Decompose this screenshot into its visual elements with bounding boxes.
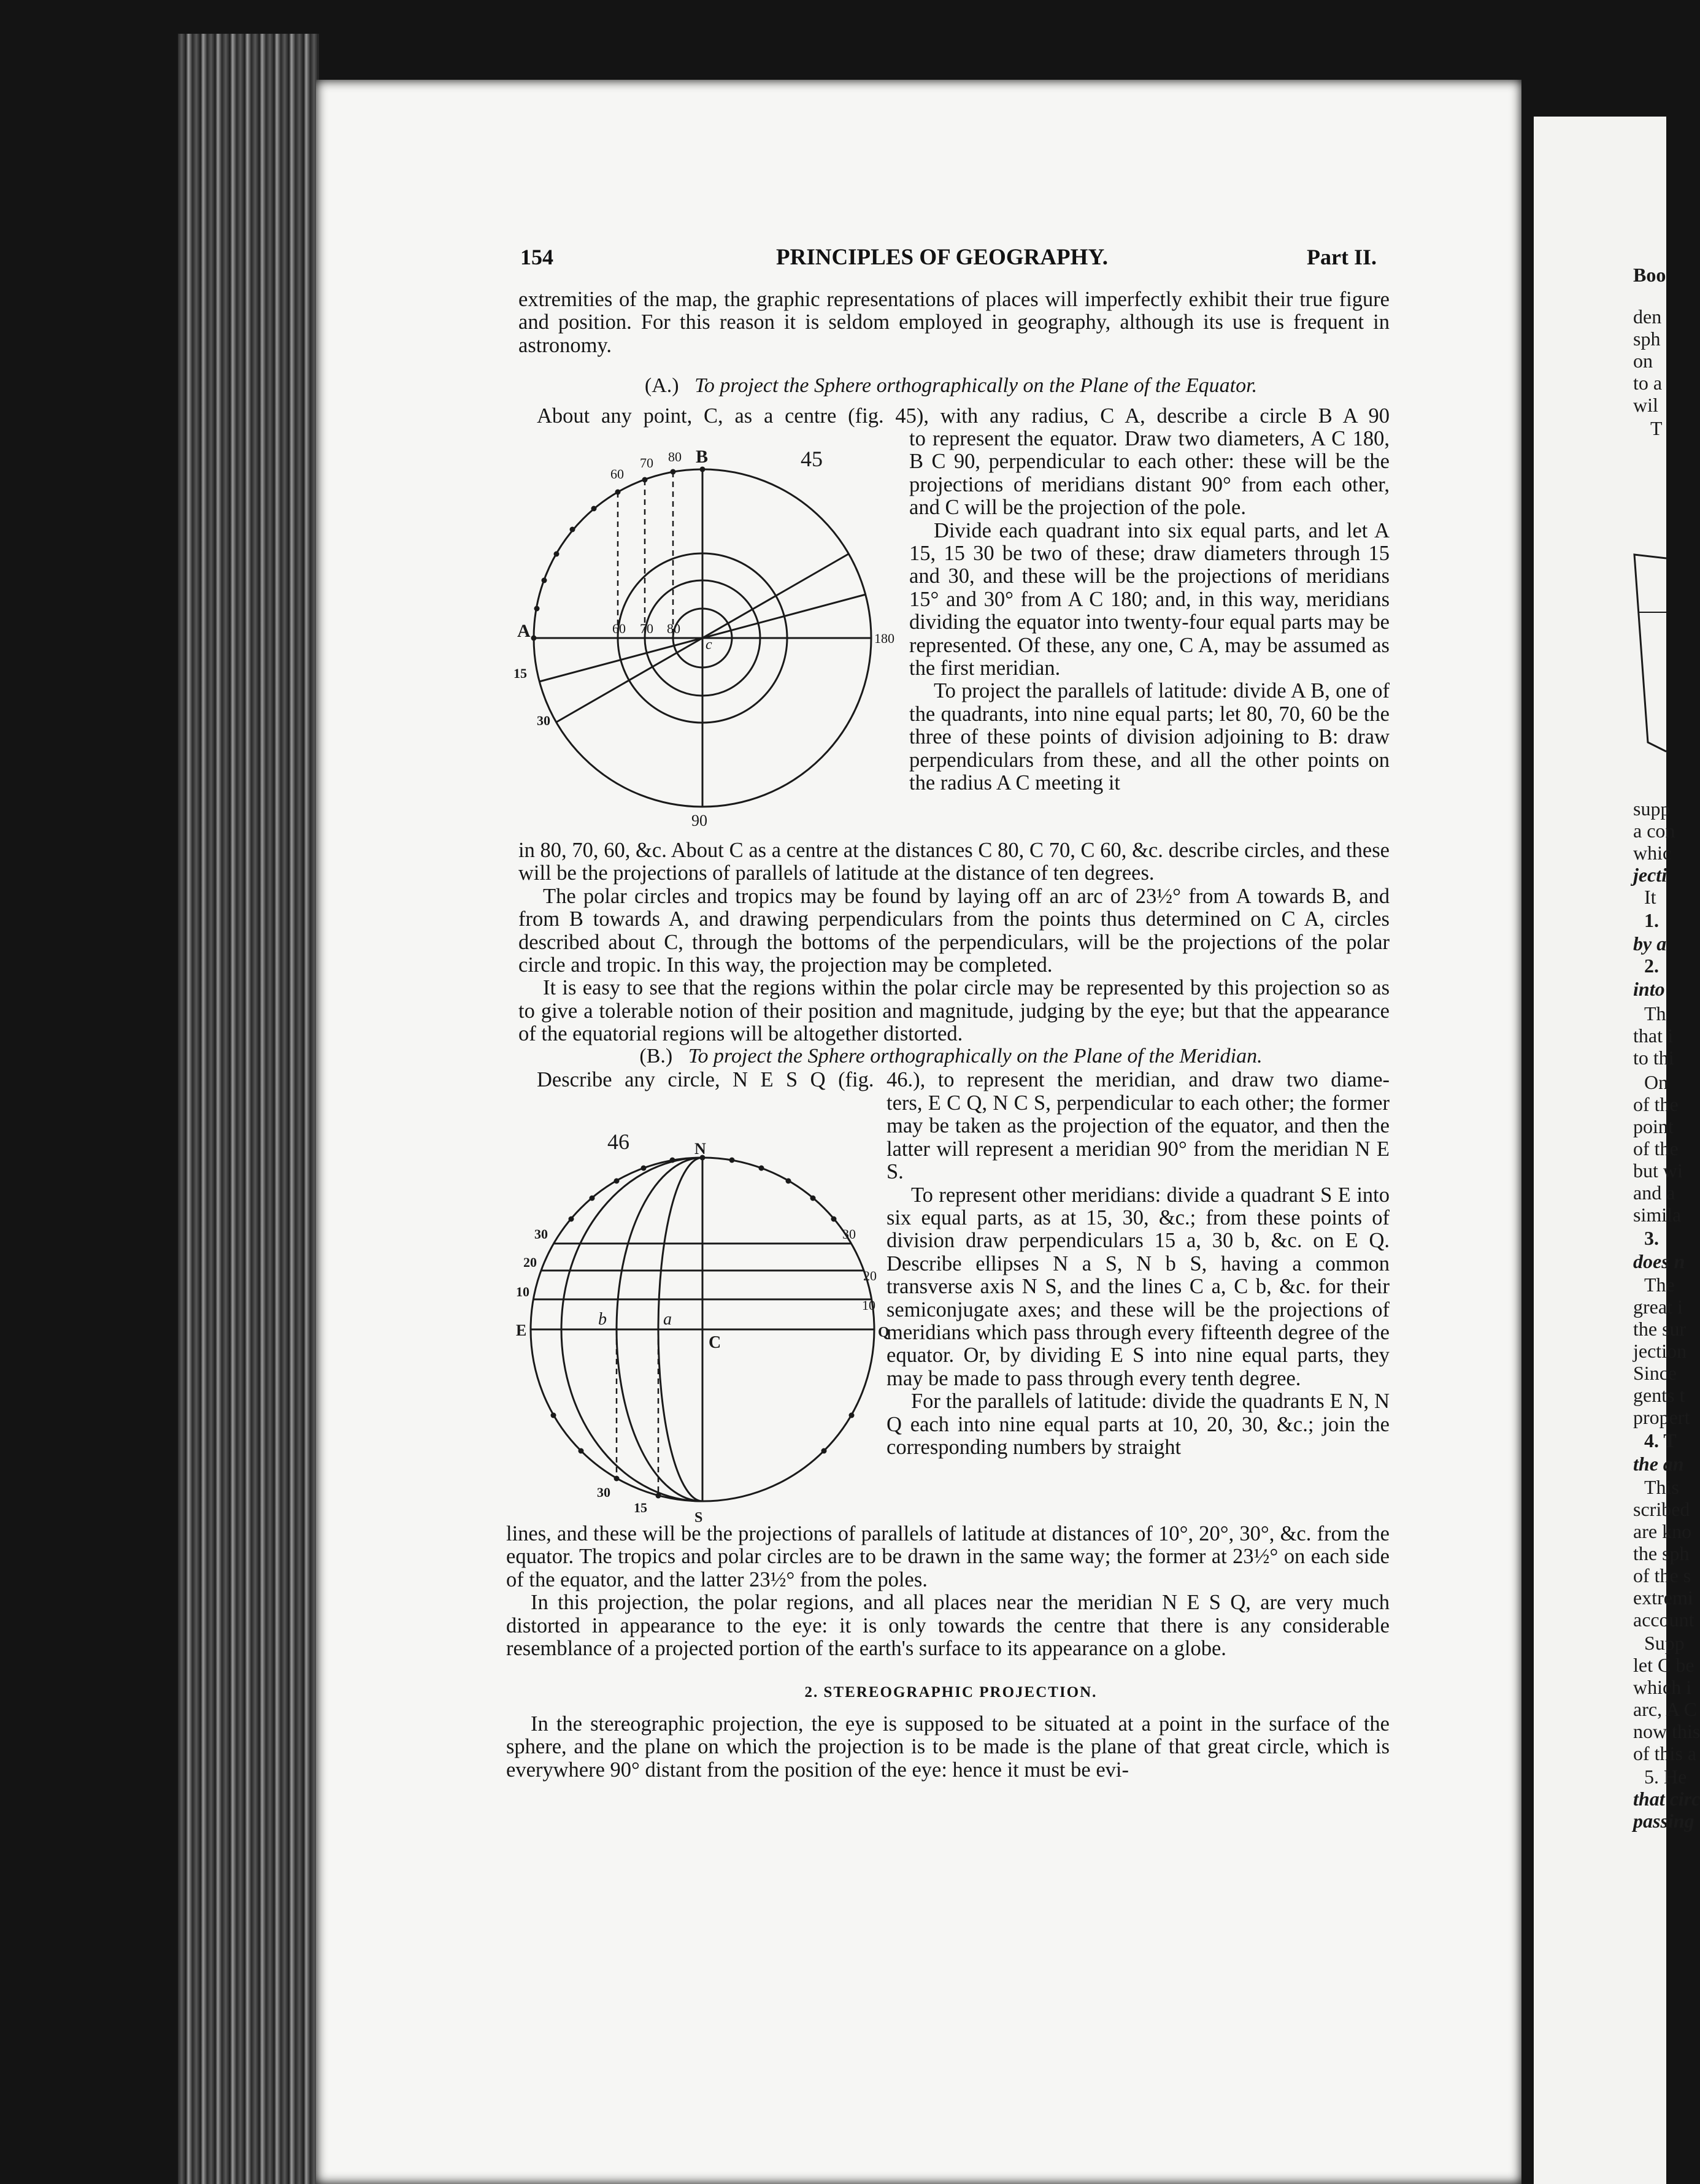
- facing-line: by a: [1633, 932, 1667, 955]
- facing-page-figure-fragment: [1633, 540, 1666, 779]
- fig45-label-90: 90: [691, 812, 707, 829]
- facing-line: Boo: [1633, 264, 1666, 286]
- facing-line: account: [1633, 1609, 1694, 1631]
- facing-line: are kno: [1633, 1520, 1692, 1542]
- intro-block: [518, 288, 1390, 357]
- facing-line: into: [1633, 978, 1665, 1000]
- facing-line: which i: [1633, 1676, 1692, 1698]
- section-a-full-text: [518, 839, 1390, 1046]
- facing-line: On: [1644, 1071, 1669, 1093]
- facing-line: but wi: [1633, 1159, 1683, 1182]
- section-b-full-paragraph-1: lines, and these will be the projections of parallels of latitude at distances of 10°, 20°, 30°, &c. from the equator. The tropics and polar circles are to be drawn in the same way; the former at 23½° on each side of the equator, and the latter 23½° from the poles.: [506, 1522, 1390, 1591]
- fig45-label-inner-80: 80: [667, 621, 680, 636]
- facing-line: den: [1633, 306, 1662, 328]
- facing-line: the sur: [1633, 1318, 1687, 1340]
- facing-line: gents t: [1633, 1384, 1685, 1406]
- figure-45: [512, 436, 893, 840]
- section-a-wrap-paragraph-3: To project the parallels of latitude: divide A B, one of the quadrants, into nine equal parts; let 80, 70, 60 be the three of these points of division adjoining to B: draw perpendiculars from these, and all the other points on the radius A C meeting it: [909, 679, 1390, 795]
- fig46-label-n: N: [694, 1140, 706, 1158]
- facing-line: Th: [1644, 1002, 1666, 1025]
- stereographic-heading: 2. STEREOGRAPHIC PROJECTION.: [804, 1684, 1098, 1701]
- fig46-label-b: b: [598, 1310, 607, 1329]
- section-b-wrap-paragraph-3: For the parallels of latitude: divide the quadrants E N, N Q each into nine equal parts at 10, 20, 30, &c.; join the corresponding numbers by straight: [887, 1390, 1390, 1459]
- facing-line: 1.: [1644, 909, 1659, 931]
- facing-line: let C be: [1633, 1654, 1694, 1676]
- facing-line: T: [1650, 417, 1663, 439]
- facing-line: and a: [1633, 1182, 1675, 1204]
- fig45-label-top-70: 70: [640, 455, 653, 471]
- facing-line: jection: [1633, 1340, 1687, 1362]
- facing-line: jecti: [1633, 864, 1667, 886]
- section-a-full-paragraph-2: The polar circles and tropics may be found by laying off an arc of 23½° from A towards B, and from B towards A, and drawing perpendiculars from the points thus determined on C A, circles described about C, through the bottoms of the perpendiculars, will be the projections of the polar circle and tropic. In this way, the projection may be completed.: [518, 884, 1390, 977]
- fig46-label-e: E: [516, 1321, 527, 1339]
- facing-line: that i: [1633, 1025, 1673, 1047]
- facing-line: to thi: [1633, 1047, 1674, 1069]
- facing-line: does n: [1633, 1250, 1685, 1272]
- facing-line: 4. T: [1644, 1429, 1677, 1452]
- section-a-wrap-paragraph-2: Divide each quadrant into six equal parts, and let A 15, 15 30 be two of these; draw diameters through 15 and 30, and these will be the projections of meridians 15° and 30° from A C 180; and, in this way, meridians dividing the equator into twenty-four equal parts may be represented. Of these, any one, C A, may be assumed as the first meridian.: [909, 518, 1390, 680]
- section-b-full-text: [506, 1523, 1390, 1660]
- fig46-label-bottom-15: 15: [634, 1500, 647, 1515]
- fig45-label-b: B: [696, 447, 709, 467]
- intro-paragraph: extremities of the map, the graphic representations of places will imperfectly exhibit their true figure and position. For this reason it is seldom employed in geography, although its use is frequent in astronomy.: [518, 288, 1390, 357]
- section-a-wrap-text: [909, 428, 1390, 795]
- facing-line: a con: [1633, 820, 1675, 842]
- fig45-label-a: A: [517, 621, 531, 641]
- fig46-label-s: S: [694, 1510, 703, 1526]
- page-number: 154: [520, 245, 553, 269]
- fig45-number: 45: [801, 447, 823, 471]
- section-a-first-line-block: [537, 405, 1390, 428]
- facing-line: 5. He: [1644, 1766, 1687, 1788]
- facing-line: great i: [1633, 1296, 1683, 1318]
- facing-line: passing: [1633, 1810, 1694, 1832]
- section-b-title: To project the Sphere orthographically on the Plane of the Meridian.: [688, 1045, 1263, 1067]
- fig46-label-bottom-30: 30: [597, 1485, 610, 1500]
- fig46-label-right-20: 20: [863, 1268, 877, 1283]
- fig46-label-left-10: 10: [516, 1284, 529, 1299]
- facing-line: scribed: [1633, 1498, 1690, 1520]
- part-label: Part II.: [1307, 245, 1377, 269]
- facing-line: simila: [1633, 1204, 1682, 1226]
- facing-line: supp: [1633, 798, 1671, 820]
- fig45-label-inner-70: 70: [640, 621, 653, 636]
- facing-line: arc, A C: [1633, 1698, 1697, 1720]
- facing-line: sph: [1633, 328, 1661, 350]
- facing-line: 2.: [1644, 955, 1659, 977]
- fig45-label-c: c: [706, 637, 712, 653]
- fig45-label-top-60: 60: [610, 466, 624, 482]
- section-b-first-line: Describe any circle, N E S Q (fig. 46.), to represent the meridian, and draw two diame-: [537, 1068, 1390, 1091]
- facing-line: of the: [1633, 1093, 1679, 1115]
- section-a-full-paragraph-1: in 80, 70, 60, &c. About C as a centre at the distances C 80, C 70, C 60, &c. describe circles, and these will be the projections of parallels of latitude at the distance of ten degrees.: [518, 839, 1390, 885]
- facing-line: on: [1633, 350, 1653, 372]
- section-a-heading: [515, 374, 1387, 398]
- figure-46: [516, 1101, 893, 1526]
- section-a-wrap-paragraph-1: to represent the equator. Draw two diameters, A C 180, B C 90, perpendicular to each other: these will be the projections of meridians distant 90° from each other, and C will be the projection of the pole.: [909, 427, 1390, 520]
- facing-page-fragment: [1534, 117, 1700, 2184]
- section-a-first-line: About any point, C, as a centre (fig. 45), with any radius, C A, describe a circle B A 90: [537, 404, 1390, 428]
- section-b-first-line-block: [537, 1069, 1390, 1091]
- fig46-label-right-30: 30: [842, 1226, 856, 1242]
- facing-line: propert: [1633, 1406, 1690, 1428]
- fig46-label-c: C: [709, 1333, 721, 1352]
- facing-line: now this: [1633, 1720, 1700, 1742]
- facing-line: wil: [1633, 394, 1658, 416]
- fig46-label-left-30: 30: [534, 1226, 548, 1242]
- fig45-label-15: 15: [513, 666, 527, 681]
- facing-line: whic: [1633, 842, 1672, 864]
- fig46-label-a: a: [663, 1310, 672, 1329]
- facing-line: to a: [1633, 372, 1663, 394]
- section-b-wrap-text: [887, 1092, 1390, 1459]
- book-spine-edges: [178, 34, 319, 2184]
- section-b-label: (B.): [639, 1045, 673, 1067]
- section-b-wrap-paragraph-2: To represent other meridians: divide a quadrant S E into six equal parts, as at 15, 30, &c.; from these points of division draw perpendiculars 15 a, 30 b, &c. on E Q. Describe ellipses N a S, N b S, having a common transverse axis N S, and the lines C a, C b, &c. for their semiconjugate axes; and these will be the projections of meridians which pass through every fifteenth degree of the equator. Or, by dividing E S into nine equal parts, they may be made to pass through every tenth degree.: [887, 1183, 1390, 1390]
- facing-line: of this a: [1633, 1742, 1697, 1764]
- facing-line: of the: [1633, 1137, 1679, 1159]
- facing-line: the sph: [1633, 1542, 1690, 1564]
- fig45-label-180: 180: [874, 631, 894, 646]
- facing-line: point: [1633, 1115, 1674, 1137]
- facing-line: Supp: [1644, 1632, 1685, 1654]
- fig46-label-left-20: 20: [523, 1255, 537, 1270]
- stereographic-paragraph: In the stereographic projection, the eye is supposed to be situated at a point in the surface of the sphere, and the plane on which the projection is to be made is the plane of that great circle, which is everywhere 90° distant from the position of the eye: hence it must be evi-: [506, 1712, 1390, 1782]
- fig46-number: 46: [607, 1129, 629, 1154]
- section-a-full-paragraph-3: It is easy to see that the regions within the polar circle may be represented by this projection so as to give a tolerable notion of their position and magnitude, judging by the eye; but that the appearance of the equatorial regions will be altogether distorted.: [518, 976, 1390, 1046]
- facing-line: the an: [1633, 1453, 1684, 1475]
- fig46-label-right-10: 10: [862, 1298, 875, 1313]
- section-a-label: (A.): [644, 374, 679, 397]
- facing-line: It: [1644, 886, 1656, 908]
- facing-line: 3.: [1644, 1227, 1659, 1249]
- stereographic-text: [506, 1713, 1390, 1782]
- facing-line: This: [1644, 1476, 1679, 1498]
- facing-line: of the s: [1633, 1564, 1691, 1586]
- section-b-heading: [515, 1045, 1387, 1068]
- facing-line: that circ: [1633, 1788, 1700, 1810]
- section-b-full-paragraph-2: In this projection, the polar regions, and all places near the meridian N E S Q, are very much distorted in appearance to the eye: it is only towards the centre that there is any considerable resemblance of a projected portion of the earth's surface to its appearance on a globe.: [506, 1591, 1390, 1661]
- section-a-title: To project the Sphere orthographically on the Plane of the Equator.: [694, 374, 1258, 397]
- facing-line: extremi: [1633, 1586, 1693, 1609]
- fig45-label-top-80: 80: [668, 449, 682, 464]
- running-title: PRINCIPLES OF GEOGRAPHY.: [776, 245, 1109, 270]
- fig45-label-30: 30: [537, 713, 550, 728]
- section-b-wrap-paragraph-1: ters, E C Q, N C S, perpendicular to each other; the former may be taken as the projection of the equator, and then the latter will represent a meridian 90° from the meridian N E S.: [887, 1091, 1390, 1184]
- fig46-label-q: Q: [878, 1325, 890, 1340]
- fig45-label-inner-60: 60: [612, 621, 626, 636]
- facing-line: Since: [1633, 1362, 1677, 1384]
- facing-line: The: [1644, 1274, 1675, 1296]
